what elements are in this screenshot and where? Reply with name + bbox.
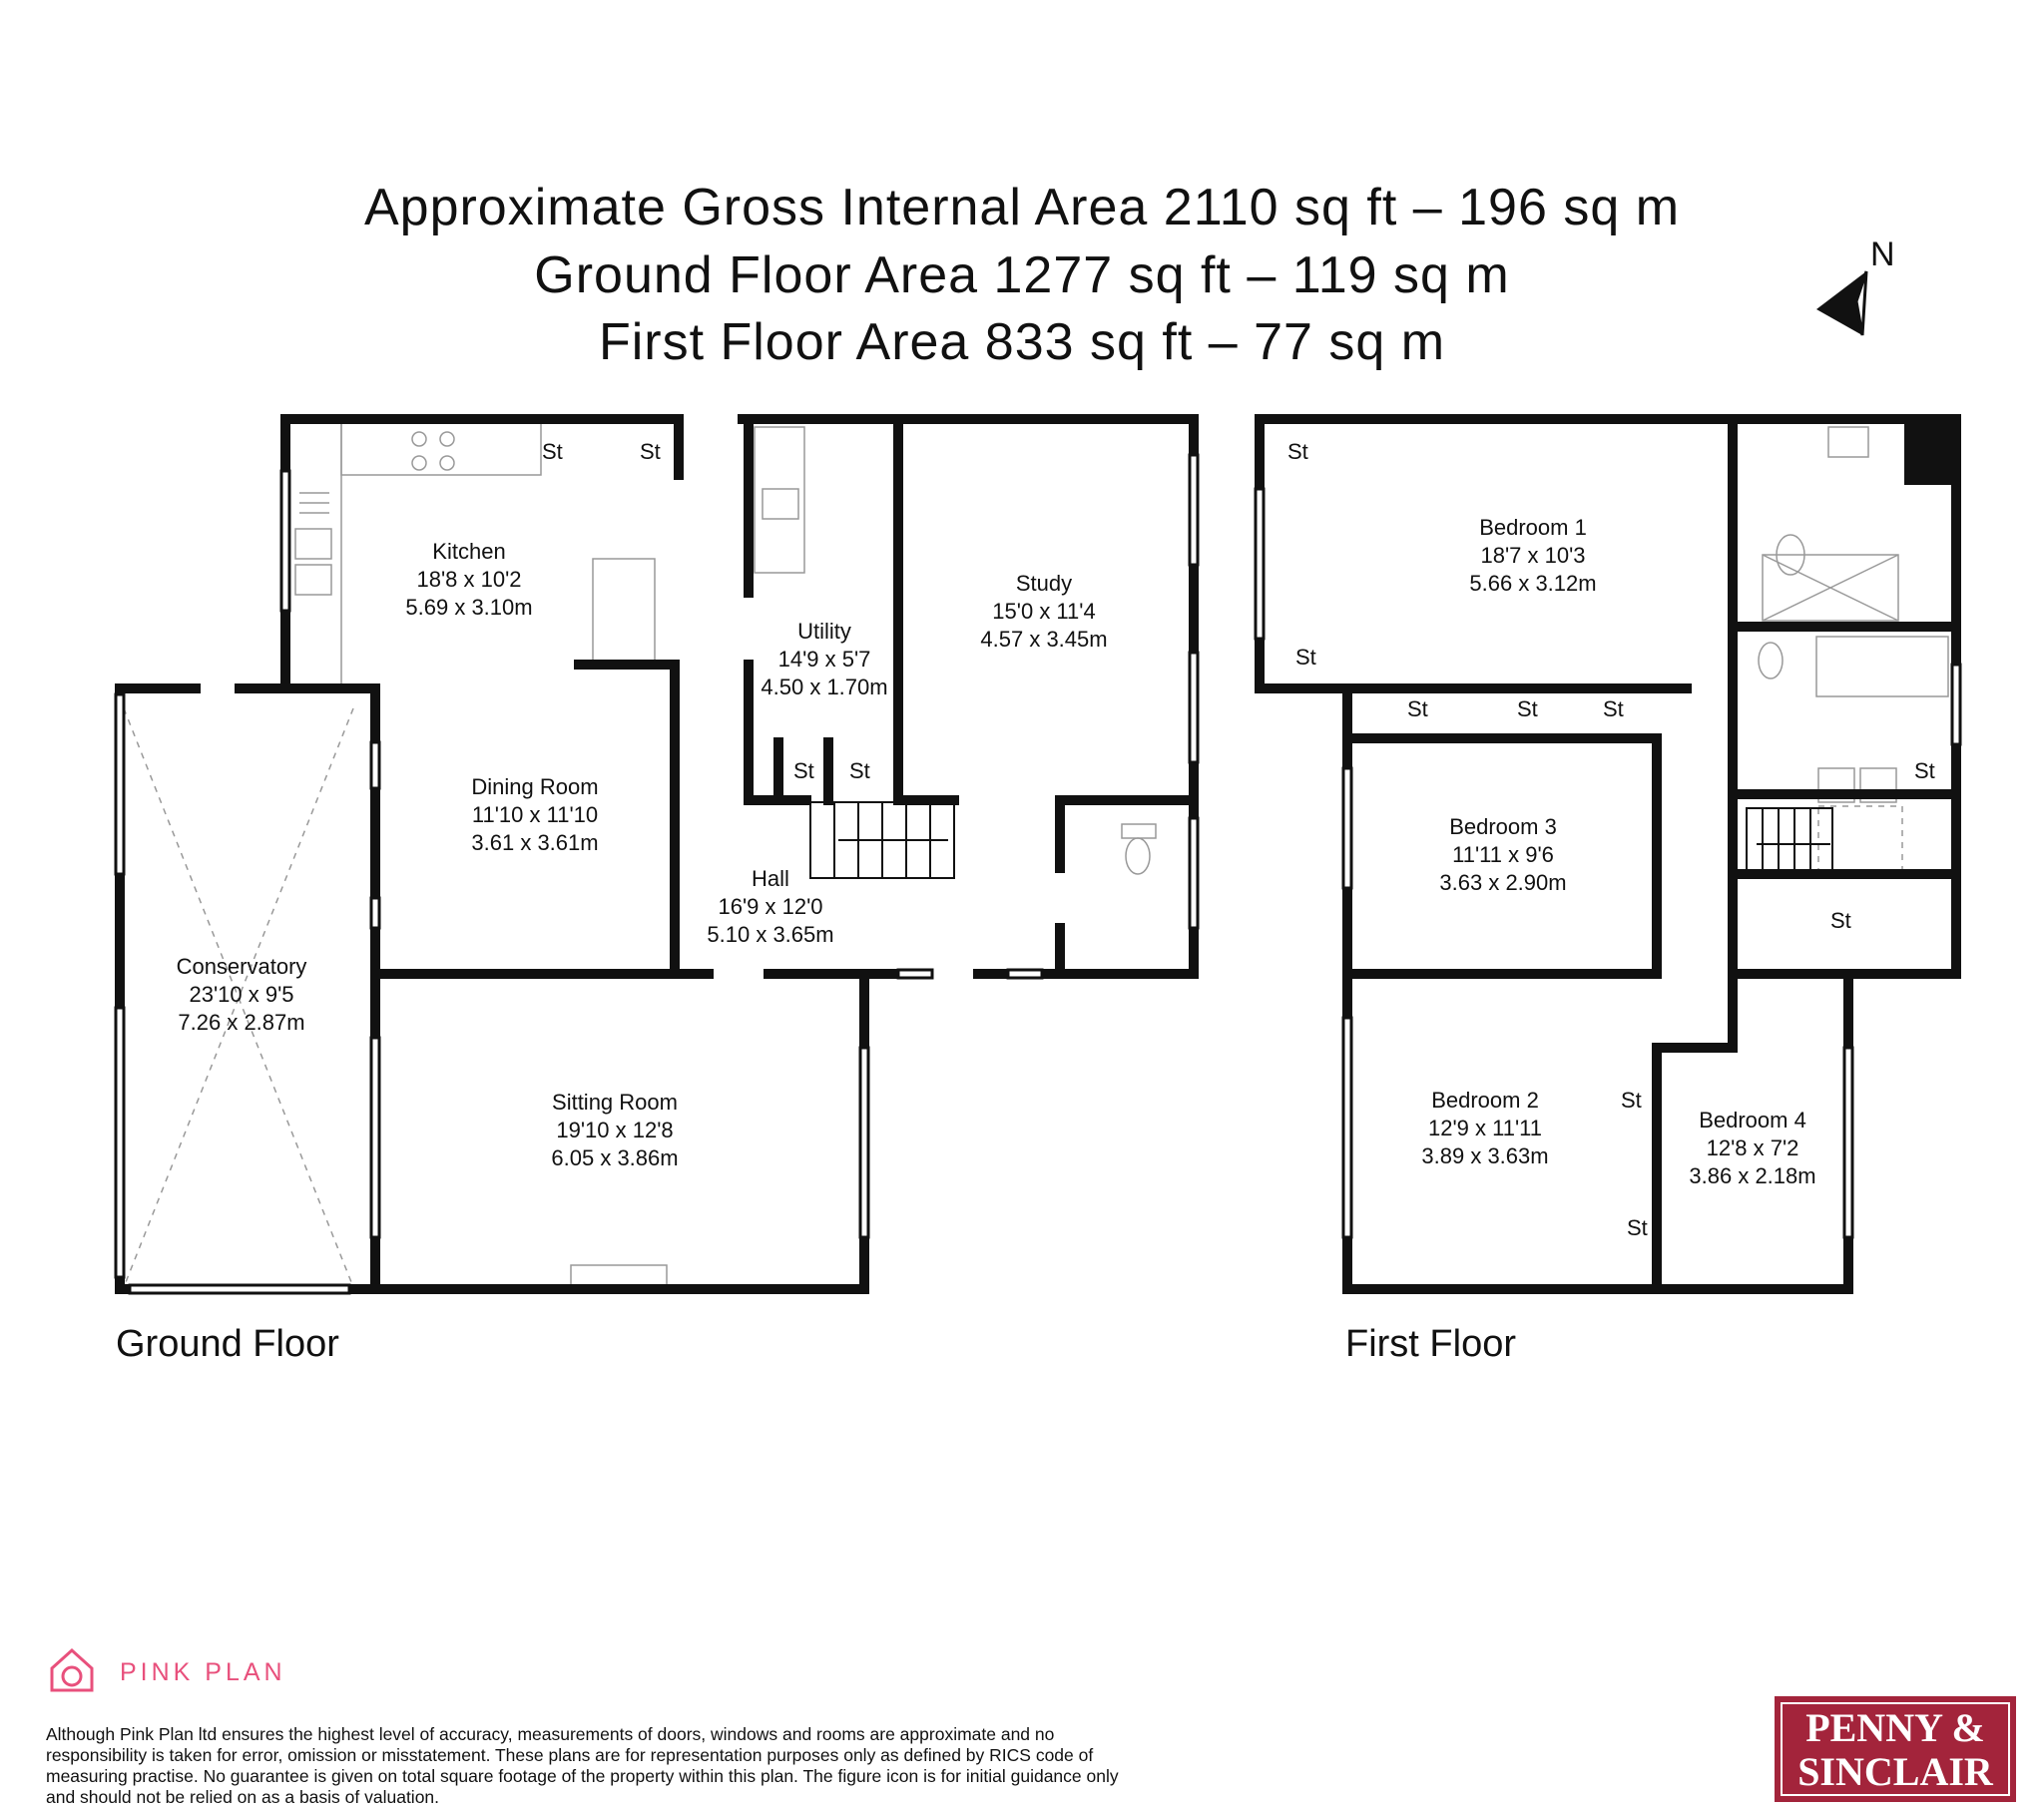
room-metric: 3.61 x 3.61m — [471, 830, 599, 855]
room-imperial: 11'10 x 11'10 — [471, 802, 599, 827]
pink-plan-brand: PINK PLAN — [120, 1658, 286, 1686]
room-name: Kitchen — [432, 539, 506, 564]
storage-label: St — [793, 758, 814, 783]
room-name: Dining Room — [471, 774, 599, 799]
storage-label: St — [1621, 1088, 1642, 1113]
first-area-title: First Floor Area 833 sq ft – 77 sq m — [598, 313, 1446, 371]
first-floor-windows — [1256, 489, 1960, 1237]
room-imperial: 11'11 x 9'6 — [1452, 842, 1554, 867]
room-imperial: 16'9 x 12'0 — [718, 894, 823, 919]
storage-label: St — [1627, 1215, 1648, 1240]
agent-logo — [1775, 1696, 2016, 1802]
storage-label: St — [849, 758, 870, 783]
north-label: N — [1870, 235, 1895, 273]
room-metric: 3.89 x 3.63m — [1421, 1143, 1549, 1168]
room-metric: 3.63 x 2.90m — [1439, 870, 1567, 895]
room-metric: 5.69 x 3.10m — [405, 595, 533, 620]
ground-area-title: Ground Floor Area 1277 sq ft – 119 sq m — [534, 246, 1510, 304]
room-imperial: 23'10 x 9'5 — [189, 982, 294, 1007]
room-name: Bedroom 3 — [1449, 814, 1557, 839]
room-name: Study — [1015, 571, 1073, 596]
room-name: Sitting Room — [552, 1090, 678, 1115]
pink-plan-logo-icon — [46, 1644, 98, 1696]
storage-label: St — [1830, 908, 1851, 933]
storage-label: St — [1603, 696, 1624, 721]
room-name: Utility — [797, 619, 851, 644]
room-metric: 4.57 x 3.45m — [980, 627, 1108, 652]
agent-logo-line1: PENNY & — [1805, 1705, 1985, 1750]
disclaimer-text: Although Pink Plan ltd ensures the highest level of accuracy, measurements of doors, windows and rooms are approximate and no responsibility is taken for error, omission or misstatement. These plans are for representation purposes only as defined by RICS code of measuring practise. No guarantee is given on total square footage of the property within this plan. The figure icon is for initial guidance only and should not be relied on as a basis of valuation. — [46, 1724, 1119, 1807]
first-floor-label: First Floor — [1345, 1323, 1516, 1365]
room-imperial: 12'8 x 7'2 — [1706, 1135, 1799, 1160]
room-metric: 7.26 x 2.87m — [178, 1010, 305, 1035]
room-metric: 6.05 x 3.86m — [551, 1145, 679, 1170]
room-name: Bedroom 4 — [1699, 1108, 1806, 1132]
ground-room-labels — [177, 539, 1108, 1170]
room-imperial: 14'9 x 5'7 — [777, 647, 871, 672]
gross-area-title: Approximate Gross Internal Area 2110 sq ft – 196 sq m — [363, 179, 1681, 236]
ground-floor-label: Ground Floor — [116, 1323, 339, 1365]
stairs-ground — [810, 802, 954, 878]
storage-label: St — [1517, 696, 1538, 721]
agent-logo-line2: SINCLAIR — [1797, 1749, 1993, 1794]
room-imperial: 18'8 x 10'2 — [416, 567, 522, 592]
room-metric: 4.50 x 1.70m — [761, 675, 888, 699]
room-metric: 3.86 x 2.18m — [1689, 1163, 1816, 1188]
storage-label: St — [1407, 696, 1428, 721]
chimney-block — [1904, 419, 1956, 485]
room-imperial: 15'0 x 11'4 — [992, 599, 1096, 624]
first-room-labels — [1421, 515, 1815, 1188]
room-imperial: 18'7 x 10'3 — [1480, 543, 1586, 568]
stairs-first — [1747, 808, 1832, 874]
room-imperial: 19'10 x 12'8 — [556, 1118, 674, 1142]
storage-label: St — [1295, 645, 1316, 670]
room-imperial: 12'9 x 11'11 — [1427, 1116, 1543, 1140]
fixtures — [124, 419, 1948, 1287]
storage-label: St — [1914, 758, 1935, 783]
room-metric: 5.66 x 3.12m — [1469, 571, 1597, 596]
storage-label: St — [542, 439, 563, 464]
room-name: Bedroom 1 — [1479, 515, 1587, 540]
room-name: Conservatory — [176, 954, 307, 979]
room-name: Bedroom 2 — [1431, 1088, 1539, 1113]
storage-label: St — [1287, 439, 1308, 464]
room-metric: 5.10 x 3.65m — [707, 922, 834, 947]
storage-label: St — [640, 439, 661, 464]
room-name: Hall — [752, 866, 789, 891]
